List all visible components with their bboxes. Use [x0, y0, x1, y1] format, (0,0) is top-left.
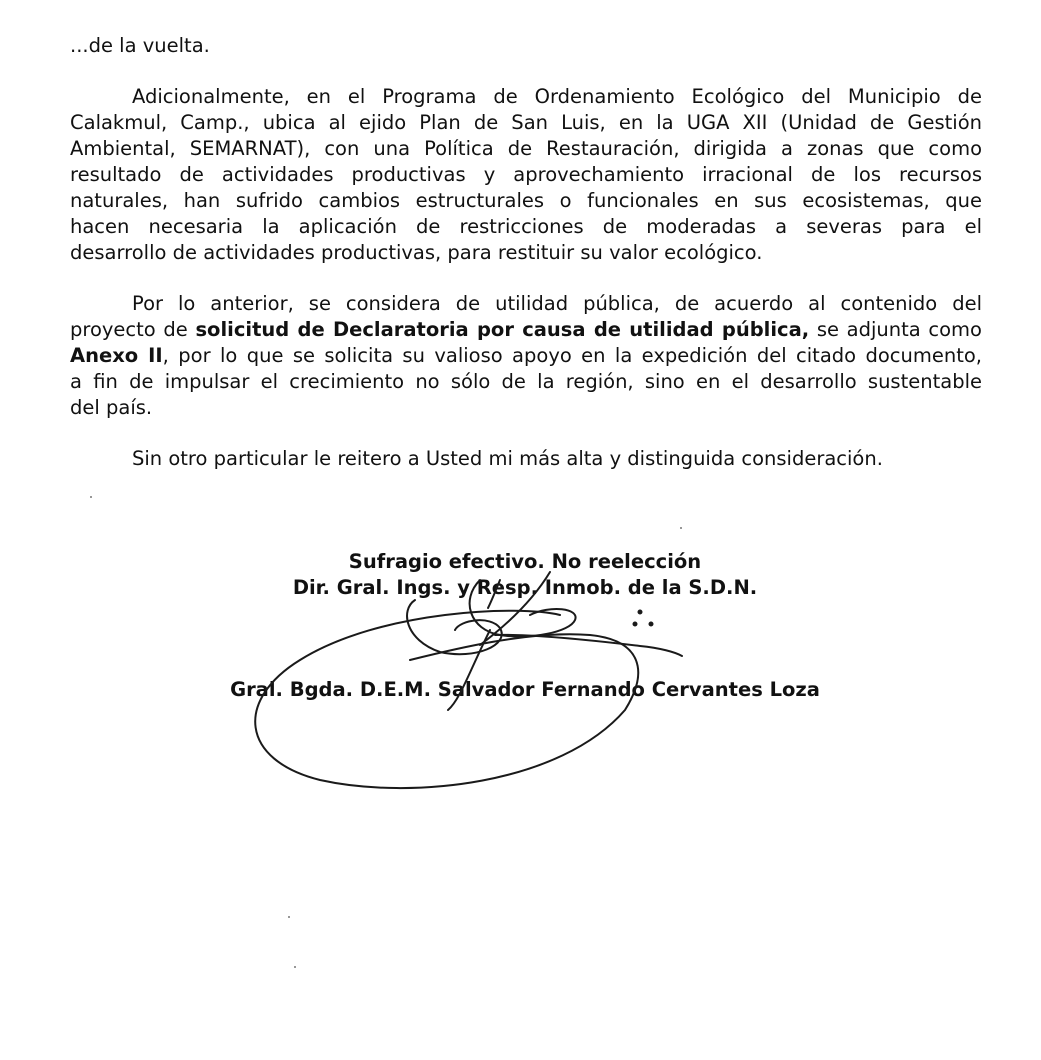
scan-speck	[90, 496, 92, 498]
paragraph-1-line: hacen necesaria la aplicación de restricciones de moderadas a severas para el	[70, 215, 982, 238]
paragraph-2-text: se adjunta como	[809, 318, 982, 341]
annex-label: Anexo II	[70, 344, 163, 367]
paragraph-1-line: desarrollo de actividades productivas, para restituir su valor ecológico.	[70, 241, 763, 264]
paragraph-1-line: Calakmul, Camp., ubica al ejido Plan de San Luis, en la UGA XII (Unidad de Gestión	[70, 111, 982, 134]
paragraph-2-line: a fin de impulsar el crecimiento no sólo de la región, sino en el desarrollo sustentable	[70, 370, 982, 393]
paragraph-2-text: proyecto de	[70, 318, 196, 341]
scan-speck	[288, 916, 290, 918]
scan-speck	[294, 966, 296, 968]
paragraph-2-line	[70, 343, 982, 369]
paragraph-2-line	[70, 317, 982, 343]
paragraph-2-line: del país.	[70, 396, 153, 419]
motto-line: Sufragio efectivo. No reelección	[348, 550, 702, 573]
office-line: Dir. Gral. Ings. y Resp. Inmob. de la S.D.N.	[292, 576, 758, 599]
continuation-text: ...de la vuelta.	[70, 34, 210, 57]
paragraph-1-line: resultado de actividades productivas y aprovechamiento irracional de los recursos	[70, 163, 982, 186]
closing-line: Sin otro particular le reitero a Usted mi más alta y distinguida consideración.	[132, 447, 883, 470]
paragraph-2-bold-request: solicitud de Declaratoria por causa de utilidad pública,	[195, 318, 810, 341]
signer-name: Gral. Bgda. D.E.M. Salvador Fernando Cervantes Loza	[230, 678, 820, 701]
paragraph-1-line: Ambiental, SEMARNAT), con una Política de Restauración, dirigida a zonas que como	[70, 137, 982, 160]
paragraph-2-line: Por lo anterior, se considera de utilidad pública, de acuerdo al contenido del	[132, 292, 982, 315]
paragraph-2-text: , por lo que se solicita su valioso apoyo en la expedición del citado documento,	[162, 344, 982, 367]
paragraph-1-line: Adicionalmente, en el Programa de Ordenamiento Ecológico del Municipio de	[132, 85, 982, 108]
scan-speck	[680, 527, 682, 529]
paragraph-1-line: naturales, han sufrido cambios estructurales o funcionales en sus ecosistemas, que	[70, 189, 982, 212]
